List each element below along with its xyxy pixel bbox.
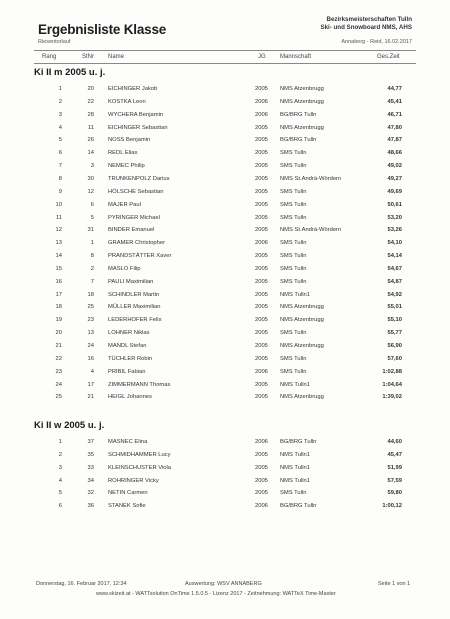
cell-name: SCHINDLER Martin — [108, 291, 160, 298]
cell-name: NOSS Benjamin — [108, 137, 151, 144]
cell-time: 57,60 — [387, 355, 402, 362]
cell-time: 53,26 — [387, 227, 402, 234]
cell-club: NMS Atzenbrugg — [280, 86, 324, 92]
header-divider-bottom — [34, 63, 416, 64]
result-row — [0, 449, 450, 461]
cell-name: EICHINGER Sebastian — [108, 124, 168, 131]
cell-name: SCHMIDHAMMER Lucy — [108, 451, 171, 458]
result-row — [0, 199, 450, 211]
cell-name: PRIBIL Fabian — [108, 368, 146, 375]
cell-name: PAULI Maximilian — [108, 278, 154, 285]
column-header-club: Mannschaft — [280, 54, 312, 60]
cell-jg: 2005 — [255, 490, 268, 497]
cell-bib: 1 — [90, 240, 94, 247]
cell-rank: 1 — [58, 86, 62, 92]
cell-rank: 2 — [58, 451, 62, 458]
cell-bib: 8 — [90, 253, 94, 260]
cell-club: SMS Tulln — [280, 253, 307, 260]
cell-rank: 8 — [58, 175, 62, 182]
cell-bib: 28 — [87, 111, 94, 118]
cell-club: SMS Tulln — [280, 163, 307, 170]
cell-jg: 2006 — [255, 98, 268, 105]
cell-time: 54,87 — [387, 278, 402, 285]
result-row — [0, 436, 450, 448]
cell-club: NMS Tulln1 — [280, 291, 310, 298]
cell-jg: 2005 — [255, 381, 268, 388]
cell-name: STANEK Sofie — [108, 503, 146, 510]
cell-rank: 3 — [58, 464, 62, 471]
result-row — [0, 353, 450, 365]
cell-jg: 2005 — [255, 477, 268, 484]
cell-name: EICHINGER Jakob — [108, 86, 158, 92]
cell-bib: 36 — [87, 503, 94, 510]
cell-bib: 3 — [90, 163, 94, 170]
cell-rank: 2 — [58, 98, 62, 105]
result-row — [0, 379, 450, 391]
cell-time: 51,99 — [387, 464, 402, 471]
cell-time: 47,87 — [387, 137, 402, 144]
cell-jg: 2005 — [255, 304, 268, 311]
cell-jg: 2006 — [255, 111, 268, 118]
cell-rank: 3 — [58, 111, 62, 118]
column-header-rank: Rang — [42, 54, 57, 60]
cell-rank: 4 — [58, 124, 62, 131]
cell-name: LOHNER Niklas — [108, 330, 150, 337]
cell-club: SMS Tulln — [280, 265, 307, 272]
result-row — [0, 301, 450, 313]
cell-club: NMS Atzenbrugg — [280, 98, 324, 105]
result-row — [0, 109, 450, 121]
cell-bib: 20 — [87, 86, 94, 92]
cell-club: SMS Tulln — [280, 214, 307, 221]
cell-club: SMS Tulln — [280, 201, 307, 208]
cell-time: 54,92 — [387, 291, 402, 298]
cell-name: ROHRINGER Vicky — [108, 477, 159, 484]
cell-bib: 4 — [90, 368, 94, 375]
result-row — [0, 462, 450, 474]
cell-bib: 35 — [87, 451, 94, 458]
cell-jg: 2005 — [255, 150, 268, 157]
cell-name: KLEINSCHUSTER Viola — [108, 464, 172, 471]
cell-jg: 2005 — [255, 188, 268, 195]
cell-jg: 2006 — [255, 240, 268, 247]
result-row — [0, 391, 450, 403]
cell-jg: 2005 — [255, 214, 268, 221]
cell-rank: 6 — [58, 150, 62, 157]
cell-club: BG/BRG Tulln — [280, 111, 317, 118]
cell-name: MAJER Paul — [108, 201, 141, 208]
cell-club: NMS Atzenbrugg — [280, 124, 324, 131]
cell-time: 55,10 — [387, 317, 402, 324]
cell-name: NETIN Carmen — [108, 490, 148, 497]
cell-bib: 25 — [87, 304, 94, 311]
cell-bib: 32 — [87, 490, 94, 497]
result-row — [0, 276, 450, 288]
cell-rank: 16 — [55, 278, 62, 285]
cell-bib: 23 — [87, 317, 94, 324]
cell-club: SMS Tulln — [280, 368, 307, 375]
cell-club: SMS Tulln — [280, 188, 307, 195]
cell-jg: 2005 — [255, 278, 268, 285]
column-header-time: Ges.Zeit — [377, 54, 400, 60]
cell-club: NMS St.Andrä-Wördern — [280, 227, 342, 234]
cell-rank: 4 — [58, 477, 62, 484]
cell-club: SMS Tulln — [280, 490, 307, 497]
result-row — [0, 212, 450, 224]
cell-club: SMS Tulln — [280, 278, 307, 285]
cell-jg: 2005 — [255, 330, 268, 337]
result-row — [0, 366, 450, 378]
result-row — [0, 327, 450, 339]
cell-bib: 24 — [87, 343, 94, 349]
cell-jg: 2006 — [255, 368, 268, 375]
cell-name: PYRINGER Michael — [108, 214, 160, 221]
cell-bib: 21 — [87, 394, 94, 401]
cell-name: MASLO Filip — [108, 265, 141, 272]
result-row — [0, 500, 450, 512]
cell-time: 56,90 — [387, 343, 402, 349]
cell-bib: 16 — [87, 355, 94, 362]
cell-time: 55,01 — [387, 304, 402, 311]
category-title: Ki II w 2005 u. j. — [34, 420, 105, 431]
cell-club: SMS Tulln — [280, 150, 307, 157]
cell-bib: 18 — [87, 291, 94, 298]
cell-name: PRANDSTÄTTER Xaver — [108, 253, 172, 260]
cell-rank: 15 — [55, 265, 62, 272]
cell-jg: 2005 — [255, 253, 268, 260]
cell-time: 1:39,02 — [382, 394, 402, 401]
cell-time: 45,47 — [387, 451, 402, 458]
cell-jg: 2005 — [255, 355, 268, 362]
organizer-line-2: Ski- und Snowboard NMS, AHS — [320, 24, 412, 31]
cell-jg: 2005 — [255, 317, 268, 324]
cell-rank: 1 — [58, 439, 62, 445]
result-row — [0, 237, 450, 249]
cell-rank: 25 — [55, 394, 62, 401]
cell-time: 55,77 — [387, 330, 402, 337]
cell-name: LEDERHOFER Felix — [108, 317, 162, 324]
cell-rank: 5 — [58, 137, 62, 144]
column-header-jg: JG — [258, 54, 266, 60]
cell-jg: 2005 — [255, 175, 268, 182]
category-title: Ki II m 2005 u. j. — [34, 67, 106, 78]
cell-rank: 20 — [55, 330, 62, 337]
cell-club: NMS Tulln1 — [280, 451, 310, 458]
cell-name: MANDL Stefan — [108, 343, 147, 349]
footer-software: www.skizeit.at - WATTsolution OnTime 1.5.0.5 - Lizenz 2017 - Zeitnehmung: WATTeX Time-Master — [96, 591, 336, 597]
result-row — [0, 475, 450, 487]
footer-page-number: Seite 1 von 1 — [378, 581, 411, 587]
cell-rank: 5 — [58, 490, 62, 497]
cell-name: GRAMER Christopher — [108, 240, 166, 247]
cell-bib: 7 — [90, 278, 94, 285]
cell-bib: 13 — [87, 330, 94, 337]
cell-jg: 2005 — [255, 137, 268, 144]
cell-club: NMS Tulln1 — [280, 381, 310, 388]
cell-club: BG/BRG Tulln — [280, 439, 317, 445]
cell-name: NEMEC Philip — [108, 163, 145, 170]
cell-club: NMS Atzenbrugg — [280, 343, 324, 349]
cell-jg: 2005 — [255, 464, 268, 471]
cell-bib: 14 — [87, 150, 94, 157]
cell-bib: 34 — [87, 477, 94, 484]
cell-rank: 9 — [58, 188, 62, 195]
result-row — [0, 122, 450, 134]
cell-bib: 2 — [90, 265, 94, 272]
page-subtitle: Riesentorlauf — [38, 39, 71, 45]
cell-jg: 2005 — [255, 227, 268, 234]
result-row — [0, 160, 450, 172]
result-row — [0, 224, 450, 236]
cell-time: 44,60 — [387, 439, 402, 445]
cell-name: KOSTKA Leon — [108, 98, 146, 105]
cell-time: 46,71 — [387, 111, 402, 118]
cell-name: HÖLSCHE Sebastian — [108, 188, 164, 195]
cell-bib: 11 — [87, 124, 94, 131]
cell-time: 48,66 — [387, 150, 402, 157]
cell-rank: 24 — [55, 381, 62, 388]
cell-time: 53,20 — [387, 214, 402, 221]
column-header-name: Name — [108, 54, 125, 60]
cell-time: 50,61 — [387, 201, 402, 208]
cell-name: TÜCHLER Robin — [108, 355, 153, 362]
result-row — [0, 186, 450, 198]
cell-club: NMS Atzenbrugg — [280, 394, 324, 401]
cell-bib: 31 — [87, 227, 94, 234]
cell-club: NMS Tulln1 — [280, 477, 310, 484]
result-row — [0, 263, 450, 275]
result-row — [0, 83, 450, 95]
cell-club: SMS Tulln — [280, 330, 307, 337]
cell-time: 54,67 — [387, 265, 402, 272]
cell-rank: 10 — [55, 201, 62, 208]
cell-jg: 2005 — [255, 163, 268, 170]
cell-rank: 13 — [55, 240, 62, 247]
cell-jg: 2005 — [255, 265, 268, 272]
cell-jg: 2006 — [255, 503, 268, 510]
cell-time: 49,02 — [387, 163, 402, 170]
event-meta: Annaberg - Reid, 16.02.2017 — [341, 39, 412, 45]
cell-club: SMS Tulln — [280, 240, 307, 247]
cell-bib: 33 — [87, 464, 94, 471]
cell-club: NMS Atzenbrugg — [280, 317, 324, 324]
cell-bib: 6 — [90, 201, 94, 208]
cell-rank: 23 — [55, 368, 62, 375]
footer-evaluation: Auswertung: WSV ANNABERG — [185, 581, 262, 587]
result-row — [0, 173, 450, 185]
page-title: Ergebnisliste Klasse — [38, 22, 167, 37]
cell-bib: 5 — [90, 214, 94, 221]
cell-time: 1:02,88 — [382, 368, 402, 375]
cell-time: 49,27 — [387, 175, 402, 182]
cell-rank: 6 — [58, 503, 62, 510]
cell-time: 54,14 — [387, 253, 402, 260]
cell-rank: 12 — [55, 227, 62, 234]
cell-time: 54,10 — [387, 240, 402, 247]
cell-name: REDL Elias — [108, 150, 138, 157]
cell-name: MÜLLER Maximilian — [108, 304, 161, 311]
cell-time: 45,41 — [387, 98, 402, 105]
cell-jg: 2005 — [255, 86, 268, 92]
cell-time: 57,59 — [387, 477, 402, 484]
cell-club: NMS St.Andrä-Wördern — [280, 175, 342, 182]
result-row — [0, 147, 450, 159]
cell-rank: 14 — [55, 253, 62, 260]
cell-rank: 11 — [55, 214, 62, 221]
cell-jg: 2005 — [255, 394, 268, 401]
cell-rank: 19 — [55, 317, 62, 324]
cell-jg: 2005 — [255, 291, 268, 298]
cell-name: ZIMMERMANN Thomas — [108, 381, 171, 388]
cell-club: NMS Tulln1 — [280, 464, 310, 471]
cell-time: 44,77 — [387, 86, 402, 92]
cell-jg: 2005 — [255, 201, 268, 208]
cell-time: 1:00,12 — [382, 503, 402, 510]
cell-name: HEIGL Johannes — [108, 394, 152, 401]
cell-bib: 30 — [87, 175, 94, 182]
cell-time: 49,69 — [387, 188, 402, 195]
cell-name: TRUNKENPOLZ Darius — [108, 175, 170, 182]
organizer-block — [320, 16, 412, 32]
cell-name: MASNEC Elina — [108, 439, 148, 445]
result-row — [0, 96, 450, 108]
cell-time: 47,80 — [387, 124, 402, 131]
cell-name: BINDER Emanuel — [108, 227, 155, 234]
cell-bib: 12 — [87, 188, 94, 195]
cell-time: 59,80 — [387, 490, 402, 497]
organizer-line-1: Bezirksmeisterschaften Tulln — [326, 16, 412, 23]
cell-jg: 2005 — [255, 343, 268, 349]
cell-jg: 2006 — [255, 439, 268, 445]
cell-name: WYCHERA Benjamin — [108, 111, 164, 118]
cell-bib: 22 — [87, 98, 94, 105]
cell-club: BG/BRG Tulln — [280, 503, 317, 510]
cell-rank: 22 — [55, 355, 62, 362]
cell-jg: 2005 — [255, 451, 268, 458]
result-row — [0, 250, 450, 262]
cell-bib: 26 — [87, 137, 94, 144]
cell-club: NMS Atzenbrugg — [280, 304, 324, 311]
cell-bib: 37 — [87, 439, 94, 445]
cell-club: BG/BRG Tulln — [280, 137, 317, 144]
cell-time: 1:04,64 — [382, 381, 402, 388]
cell-jg: 2005 — [255, 124, 268, 131]
cell-rank: 21 — [55, 343, 62, 349]
cell-rank: 7 — [58, 163, 62, 170]
result-row — [0, 340, 450, 352]
footer-date: Donnerstag, 16. Februar 2017, 12:34 — [36, 581, 127, 587]
column-header-bib: StNr — [82, 54, 94, 60]
cell-bib: 17 — [87, 381, 94, 388]
cell-club: SMS Tulln — [280, 355, 307, 362]
header-divider-top — [34, 50, 416, 51]
result-row — [0, 134, 450, 146]
result-row — [0, 314, 450, 326]
result-row — [0, 289, 450, 301]
cell-rank: 18 — [55, 304, 62, 311]
cell-rank: 17 — [55, 291, 62, 298]
result-row — [0, 487, 450, 499]
